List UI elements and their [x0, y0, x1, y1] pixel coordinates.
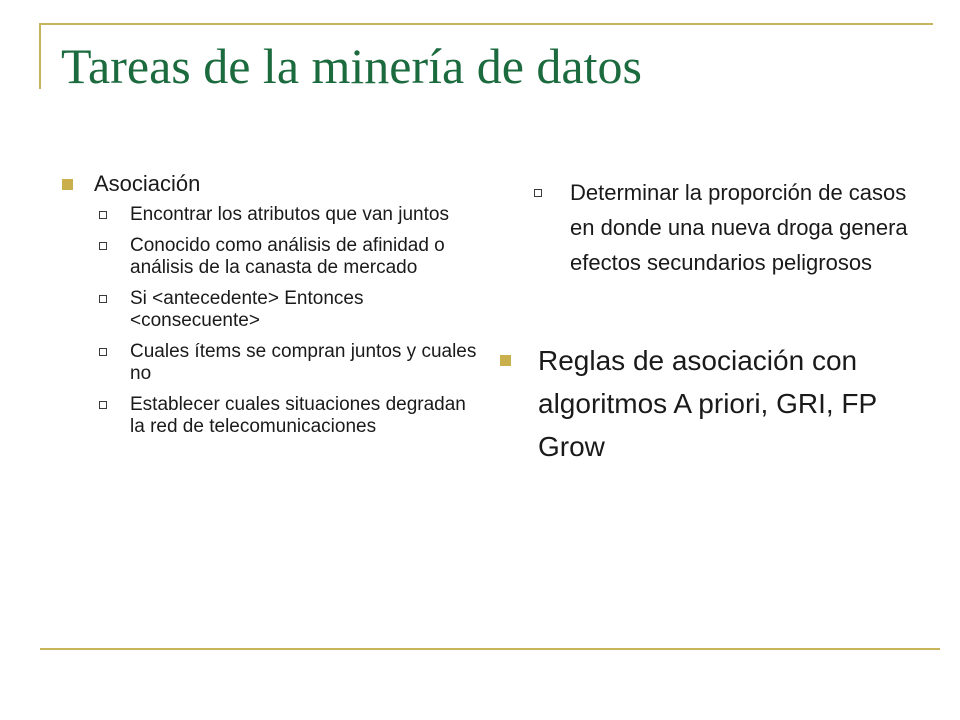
sub-bullet-item	[498, 175, 918, 280]
sub-bullet-item	[58, 394, 478, 438]
bullet-reglas-asociacion	[498, 339, 918, 468]
sub-bullet-item	[58, 204, 478, 226]
square-bullet-icon	[500, 355, 511, 366]
top-accent-line	[40, 23, 933, 25]
square-bullet-icon	[62, 179, 73, 190]
sub-bullet-item	[58, 341, 478, 385]
bottom-accent-line	[40, 648, 940, 650]
sub-bullet-text: Establecer cuales situaciones degradan la red de telecomunicaciones	[130, 394, 466, 437]
hollow-square-bullet-icon	[99, 401, 107, 409]
right-column	[498, 175, 918, 468]
hollow-square-bullet-icon	[99, 348, 107, 356]
sub-bullet-item	[58, 288, 478, 332]
bullet-label: Asociación	[94, 171, 201, 196]
slide-title: Tareas de la minería de datos	[61, 38, 642, 94]
sub-bullet-text: Determinar la proporción de casos en donde una nueva droga genera efectos secundarios peligrosos	[570, 180, 908, 275]
left-accent-line	[39, 23, 41, 89]
hollow-square-bullet-icon	[534, 189, 542, 197]
sub-bullet-text: Encontrar los atributos que van juntos	[130, 204, 449, 225]
bullet-asociacion	[58, 170, 478, 198]
left-column	[58, 170, 478, 447]
hollow-square-bullet-icon	[99, 211, 107, 219]
sub-bullet-text: Si <antecedente> Entonces <consecuente>	[130, 288, 364, 331]
sub-bullet-text: Conocido como análisis de afinidad o análisis de la canasta de mercado	[130, 235, 445, 278]
hollow-square-bullet-icon	[99, 295, 107, 303]
hollow-square-bullet-icon	[99, 242, 107, 250]
sub-bullet-text: Cuales ítems se compran juntos y cuales no	[130, 341, 477, 384]
bullet-label: Reglas de asociación con algoritmos A priori, GRI, FP Grow	[538, 345, 877, 462]
sub-bullet-item	[58, 235, 478, 279]
sub-bullet-list	[58, 204, 478, 438]
